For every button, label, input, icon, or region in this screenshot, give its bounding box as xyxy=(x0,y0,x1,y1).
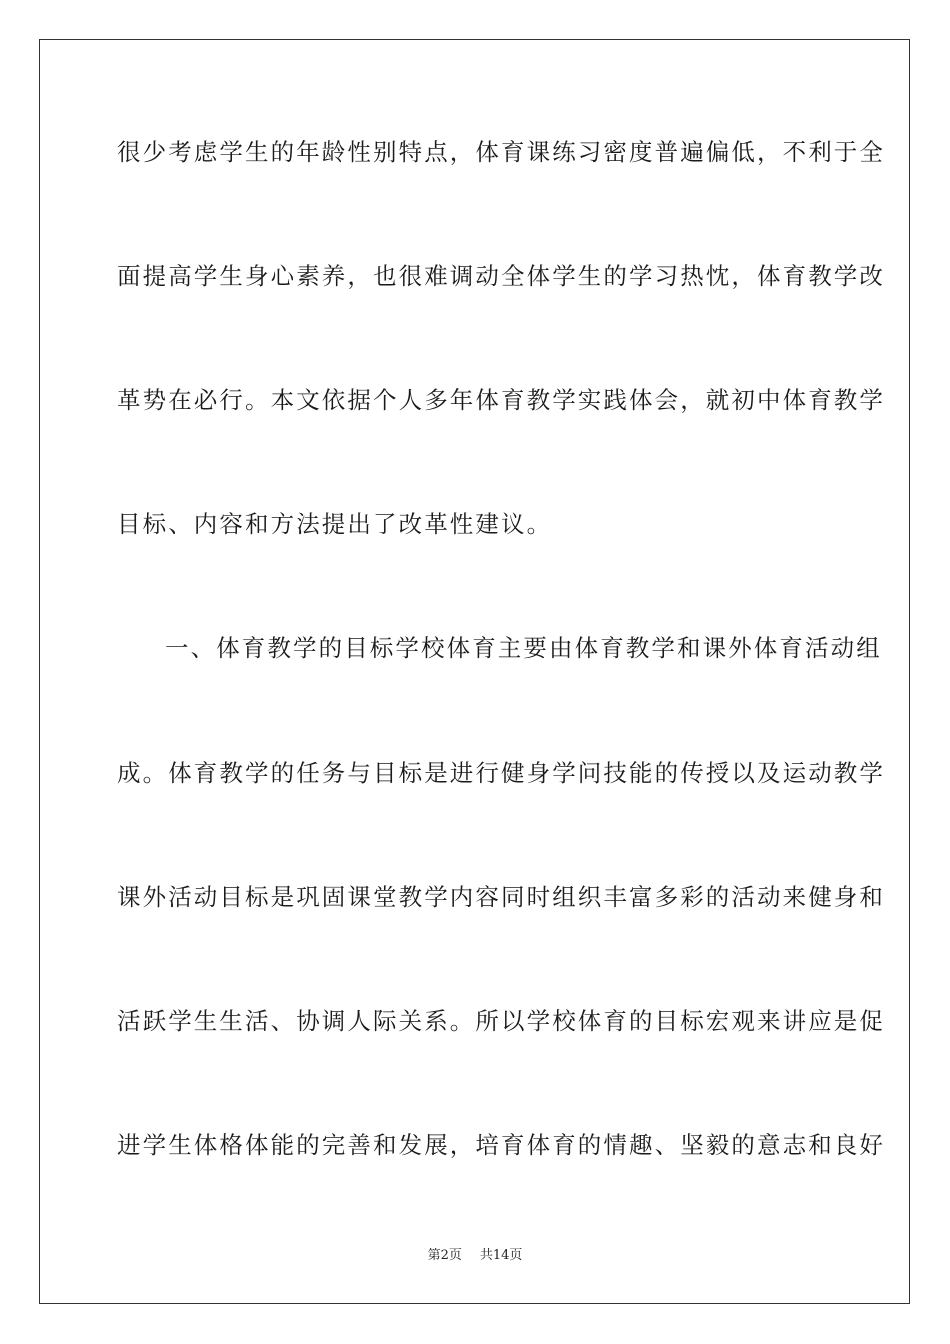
paragraph-line: 成。体育教学的任务与目标是进行健身学问技能的传授以及运动教学 xyxy=(117,759,885,787)
paragraph-line: 目标、内容和方法提出了改革性建议。 xyxy=(117,510,553,538)
paragraph-line: 课外活动目标是巩固课堂教学内容同时组织丰富多彩的活动来健身和 xyxy=(117,883,885,911)
paragraph-line: 一、体育教学的目标学校体育主要由体育教学和课外体育活动组 xyxy=(165,634,882,662)
page-footer xyxy=(0,1247,950,1265)
page-border xyxy=(39,39,910,1304)
paragraph-line: 很少考虑学生的年龄性别特点，体育课练习密度普遍偏低，不利于全 xyxy=(117,138,885,166)
paragraph-line: 活跃学生生活、协调人际关系。所以学校体育的目标宏观来讲应是促 xyxy=(117,1007,885,1035)
paragraph-line: 面提高学生身心素养，也很难调动全体学生的学习热忱，体育教学改 xyxy=(117,262,885,290)
paragraph-line: 进学生体格体能的完善和发展，培育体育的情趣、坚毅的意志和良好 xyxy=(117,1131,885,1159)
paragraph-line: 革势在必行。本文依据个人多年体育教学实践体会，就初中体育教学 xyxy=(117,386,885,414)
page-number: 第2页 xyxy=(427,1248,462,1263)
page-total: 共14页 xyxy=(479,1248,523,1263)
